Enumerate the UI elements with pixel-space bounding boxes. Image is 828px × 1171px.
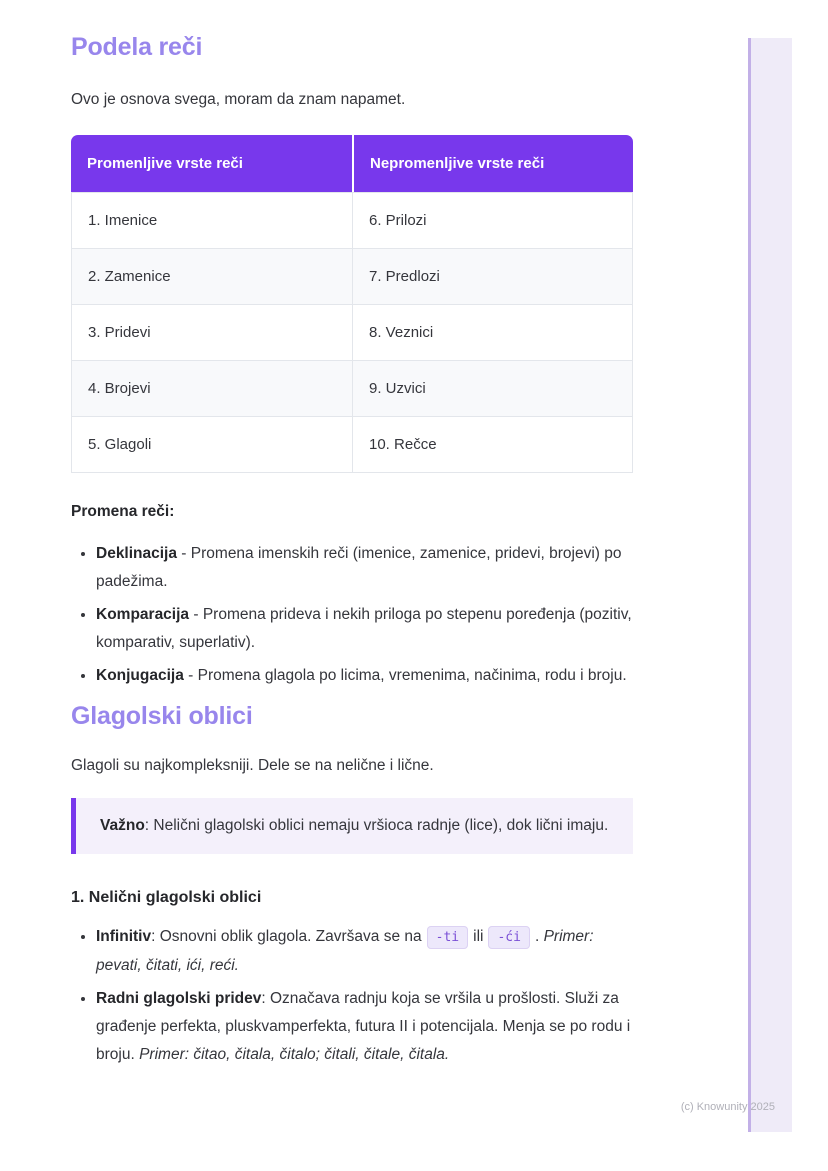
list-item-desc: Promena glagola po licima, vremenima, načinima, rodu i broju. — [197, 667, 627, 684]
table-cell: 4. Brojevi — [71, 360, 352, 416]
table-row — [71, 304, 633, 360]
list-item-term: Infinitiv — [96, 928, 152, 945]
list-item — [96, 540, 633, 596]
promena-heading: Promena reči: — [71, 503, 175, 520]
section-title-glagolski: Glagolski oblici — [71, 702, 253, 730]
table-cell: 5. Glagoli — [71, 416, 352, 473]
table-row — [71, 416, 633, 473]
glagolski-intro: Glagoli su najkompleksniji. Dele se na nelične i lične. — [71, 757, 434, 774]
example-text: Primer: pevati, čitati, ići, reći. — [96, 928, 594, 974]
list-item-desc: Promena imenskih reči (imenice, zamenice, pridevi, brojevi) po padežima. — [96, 545, 622, 590]
table-row — [71, 360, 633, 416]
promena-list — [71, 540, 633, 690]
page-scrollbar-strip[interactable] — [748, 38, 792, 1132]
intro-paragraph: Ovo je osnova svega, moram da znam napamet. — [71, 91, 406, 108]
list-item-desc: : Označava radnju koja se vršila u prošlosti. Služi za građenje perfekta, pluskvamperfekta, futura II i potencijala. Menja se po rodu i broju. — [96, 990, 631, 1063]
table-cell: 7. Predlozi — [352, 248, 633, 304]
page-title: Podela reči — [71, 33, 203, 61]
code-chip-ci: -ći — [488, 926, 529, 949]
table-cell: 3. Pridevi — [71, 304, 352, 360]
glagolski-list — [71, 923, 633, 1069]
table-row — [71, 192, 633, 248]
code-chip-ti: -ti — [427, 926, 468, 949]
table-cell: 1. Imenice — [71, 192, 352, 248]
table-row — [71, 248, 633, 304]
list-item-lead: : Osnovni oblik glagola. Završava se na — [151, 928, 422, 945]
watermark-text: (c) Knowunity 2025 — [680, 1101, 775, 1113]
table-header-cell: Nepromenljive vrste reči — [352, 135, 633, 192]
table-cell: 6. Prilozi — [352, 192, 633, 248]
table-cell: 8. Veznici — [352, 304, 633, 360]
word-types-table-wrap — [71, 135, 633, 473]
list-item-term: Radni glagolski pridev — [96, 990, 262, 1007]
list-item-radni — [96, 985, 633, 1069]
table-header-row — [71, 135, 633, 192]
list-item-infinitiv — [96, 923, 633, 980]
table-cell: 2. Zamenice — [71, 248, 352, 304]
list-item-term: Deklinacija — [96, 545, 177, 562]
list-item-after: . — [534, 928, 544, 945]
callout-text: : Nelični glagolski oblici nemaju vršioca radnje (lice), dok lični imaju. — [144, 817, 609, 834]
list-item-term: Konjugacija — [96, 667, 184, 684]
list-item-mid: ili — [473, 928, 484, 945]
list-item-desc: Promena prideva i nekih priloga po stepenu poređenja (pozitiv, komparativ, superlativ). — [96, 606, 632, 651]
list-item-term: Komparacija — [96, 606, 190, 623]
nelicni-subheading: 1. Nelični glagolski oblici — [71, 889, 262, 906]
example-text: Primer: čitao, čitala, čitalo; čitali, čitale, čitala. — [139, 1046, 450, 1063]
list-item-sep: - — [189, 606, 203, 623]
table-cell: 10. Rečce — [352, 416, 633, 473]
list-item — [96, 662, 633, 690]
document-page — [71, 33, 633, 1074]
table-cell: 9. Uzvici — [352, 360, 633, 416]
callout-label: Važno — [100, 817, 145, 834]
list-item-sep: - — [183, 667, 198, 684]
important-callout — [71, 798, 633, 854]
table-header-cell: Promenljive vrste reči — [71, 135, 352, 192]
list-item-sep: - — [177, 545, 191, 562]
word-types-table — [71, 135, 633, 473]
list-item — [96, 601, 633, 657]
